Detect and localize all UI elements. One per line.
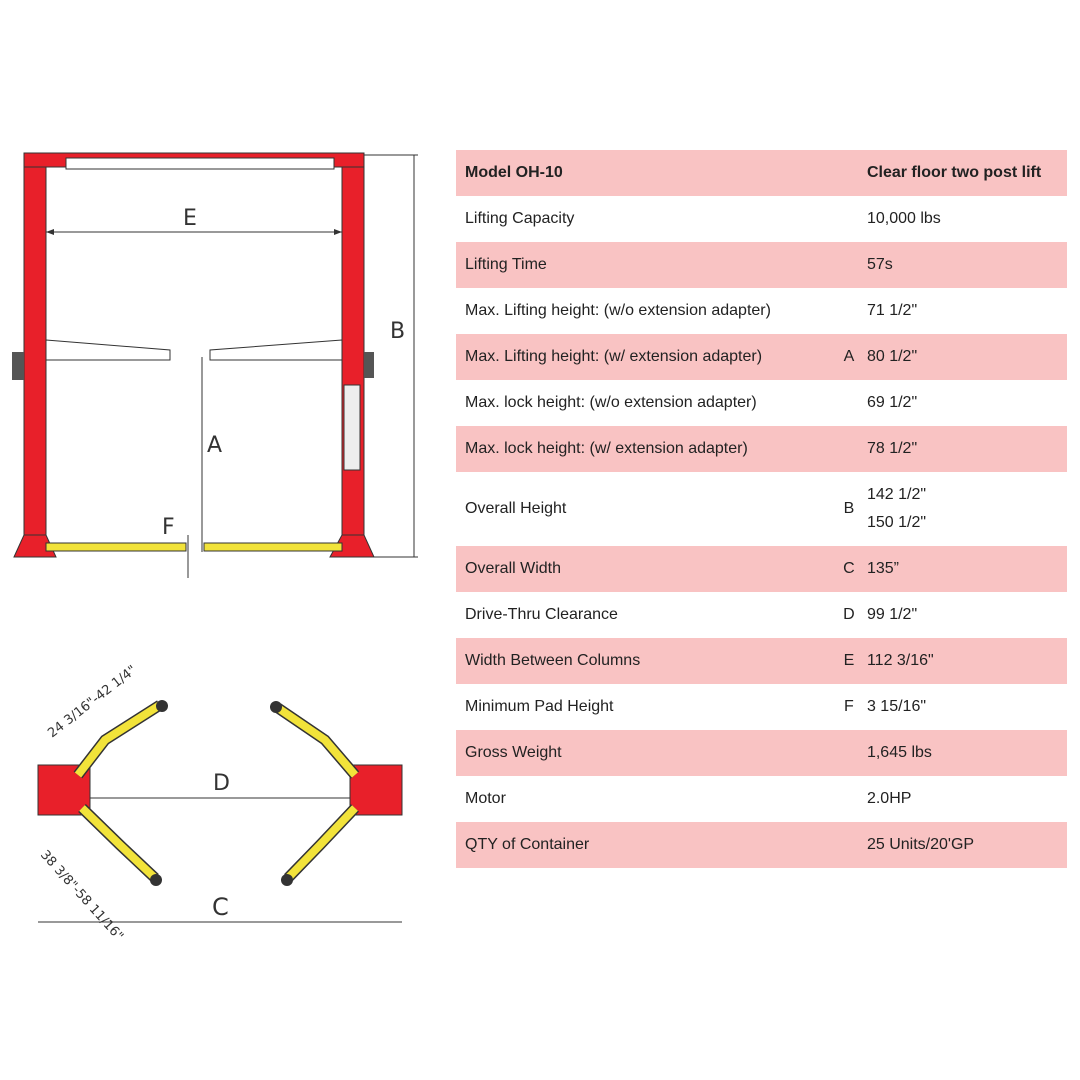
spec-value bbox=[858, 638, 1067, 684]
spec-name: Overall Width bbox=[456, 546, 840, 592]
front-view-diagram bbox=[0, 0, 440, 600]
arm-long-range-label: 38 3/8"-58 11/16" bbox=[37, 847, 127, 945]
spec-letter bbox=[840, 730, 858, 776]
spec-name: Drive-Thru Clearance bbox=[465, 606, 618, 623]
lower-left-arm bbox=[46, 543, 186, 551]
table-row bbox=[456, 334, 1067, 380]
spec-value-line: 1,645 lbs bbox=[866, 744, 932, 761]
spec-value bbox=[858, 426, 1067, 472]
left-column bbox=[24, 155, 46, 545]
spec-letter: C bbox=[840, 546, 858, 592]
spec-value-line: 25 Units/20'GP bbox=[866, 836, 975, 853]
lower-right-arm bbox=[204, 543, 342, 551]
label-a: A bbox=[207, 433, 223, 458]
table-row bbox=[456, 472, 1067, 546]
table-row bbox=[456, 592, 1067, 638]
spec-value bbox=[858, 196, 1067, 242]
spec-value bbox=[858, 776, 1067, 822]
table-row bbox=[456, 776, 1067, 822]
spec-name: Gross Weight bbox=[456, 730, 840, 776]
spec-value-line: 10,000 lbs bbox=[866, 210, 941, 227]
spec-value-line: 78 1/2" bbox=[866, 440, 918, 457]
spec-value-line: 69 1/2" bbox=[866, 394, 918, 411]
spec-letter bbox=[840, 242, 858, 288]
spec-value-line: 57s bbox=[866, 256, 893, 273]
table-row bbox=[456, 288, 1067, 334]
spec-name: Max. lock height: (w/ extension adapter) bbox=[456, 426, 840, 472]
spec-value-line: 3 15/16" bbox=[866, 698, 927, 715]
model-name: Model OH-10 bbox=[456, 150, 840, 196]
spec-letter: F bbox=[844, 698, 854, 715]
spec-value bbox=[858, 472, 1067, 546]
spec-letter bbox=[840, 380, 858, 426]
label-b: B bbox=[390, 319, 406, 344]
spec-name: Lifting Capacity bbox=[465, 210, 575, 227]
spec-name: Max. lock height: (w/o extension adapter) bbox=[465, 394, 757, 411]
table-header-row bbox=[456, 150, 1067, 196]
spec-letter bbox=[840, 426, 858, 472]
spec-value bbox=[858, 380, 1067, 426]
spec-letter: A bbox=[840, 334, 858, 380]
label-e: E bbox=[183, 206, 197, 231]
spec-value bbox=[858, 334, 1067, 380]
label-f: F bbox=[162, 515, 175, 540]
table-row bbox=[456, 242, 1067, 288]
spec-name: Minimum Pad Height bbox=[465, 698, 614, 715]
spec-name: QTY of Container bbox=[456, 822, 840, 868]
top-view-diagram bbox=[0, 660, 440, 960]
spec-value-line: 142 1/2" bbox=[866, 486, 927, 503]
right-column bbox=[342, 155, 364, 545]
spec-letter: E bbox=[840, 638, 858, 684]
model-type: Clear floor two post lift bbox=[858, 150, 1067, 196]
label-c: C bbox=[212, 893, 229, 921]
spec-value-line: 99 1/2" bbox=[866, 606, 918, 623]
spec-name: Overall Height bbox=[465, 500, 567, 517]
table-row bbox=[456, 380, 1067, 426]
spec-name: Max. Lifting height: (w/ extension adapter) bbox=[456, 334, 840, 380]
spec-name: Lifting Time bbox=[456, 242, 840, 288]
specifications-table bbox=[456, 150, 1067, 868]
spec-value bbox=[858, 730, 1067, 776]
spec-value-line: 71 1/2" bbox=[866, 302, 918, 319]
power-unit bbox=[344, 385, 360, 470]
spec-letter bbox=[840, 288, 858, 334]
spec-value bbox=[858, 546, 1067, 592]
spec-value bbox=[858, 822, 1067, 868]
spec-letter bbox=[840, 822, 858, 868]
spec-value-line: 135” bbox=[866, 560, 899, 577]
top-bar bbox=[66, 158, 334, 169]
spec-letter: B bbox=[843, 500, 855, 517]
spec-letter bbox=[840, 196, 858, 242]
table-row bbox=[456, 684, 1067, 730]
spec-value bbox=[858, 684, 1067, 730]
spec-letter bbox=[840, 776, 858, 822]
upper-left-arm bbox=[46, 340, 170, 360]
spec-value-line: 150 1/2" bbox=[866, 514, 927, 531]
table-row bbox=[456, 196, 1067, 242]
spec-value bbox=[858, 592, 1067, 638]
table-row bbox=[456, 426, 1067, 472]
spec-value-line: 2.0HP bbox=[866, 790, 912, 807]
upper-right-arm bbox=[210, 340, 342, 360]
table-row bbox=[456, 638, 1067, 684]
table-row bbox=[456, 730, 1067, 776]
label-d: D bbox=[213, 771, 230, 796]
spec-value bbox=[858, 288, 1067, 334]
spec-name: Max. Lifting height: (w/o extension adapter) bbox=[465, 302, 771, 319]
table-row bbox=[456, 822, 1067, 868]
spec-name: Width Between Columns bbox=[456, 638, 840, 684]
spec-value-line: 80 1/2" bbox=[866, 348, 918, 365]
spec-value-line: 112 3/16" bbox=[866, 652, 934, 669]
spec-value bbox=[858, 242, 1067, 288]
motor-unit bbox=[364, 352, 374, 378]
table-row bbox=[456, 546, 1067, 592]
spec-name: Motor bbox=[465, 790, 506, 807]
spec-letter: D bbox=[843, 606, 855, 623]
arm-short-range-label: 24 3/16"-42 1/4" bbox=[45, 662, 140, 742]
